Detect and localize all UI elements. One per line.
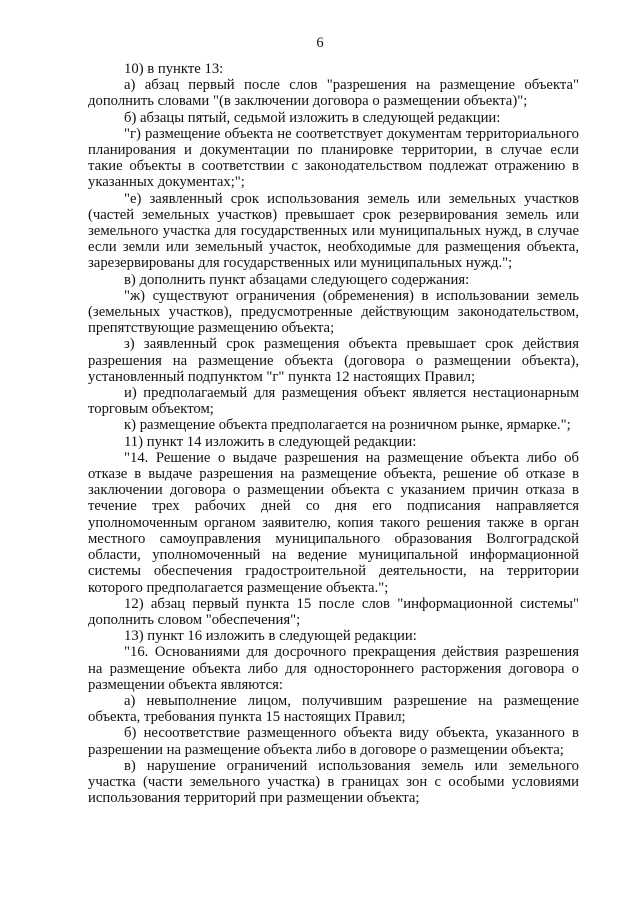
paragraph: и) предполагаемый для размещения объект является нестационарным торговым объектом; [88,385,579,418]
paragraph: 10) в пункте 13: [124,61,224,77]
paragraph: "г) размещение объекта не соответствует документам территориального планирования и документации по планировке территории, в случае если такие объекты в соответствии с законодательством подлежат отражению в указанных документах;"; [88,125,579,191]
paragraph: "ж) существуют ограничения (обременения) в использовании земель (земельных участков), предусмотренные действующим законодательством, препятствующие размещению объекта; [88,287,579,337]
paragraph: а) невыполнение лицом, получившим разрешение на размещение объекта, требования пункта 15 настоящих Правил; [88,692,579,726]
paragraph: "14. Решение о выдаче разрешения на размещение объекта либо об отказе в выдаче разрешения на размещение объекта, решение об отказе в заключении договора о размещении объекта с указанием причин отказа в течение трех рабочих дней со дня его подписания направляется уполномоченным органом заявителю, копия такого решения также в орган местного самоуправления муниципального образования Волгоградской области, уполномоченный на ведение муниципальной информационной системы обеспечения градостроительной деятельности, на территории которого предполагается размещение объекта."; [88,449,579,596]
paragraph: б) абзацы пятый, седьмой изложить в следующей редакции: [124,109,501,126]
paragraph: в) нарушение ограничений использования земель или земельного участка (части земельного участка) в границах зон с особыми условиями использования территорий при размещении объекта; [88,757,579,807]
page-number: 6 [316,35,324,51]
document-body [88,61,579,806]
paragraph: б) несоответствие размещенного объекта виду объекта, указанного в разрешении на размещение объекта либо в договоре о размещении объекта; [88,725,579,758]
paragraph: к) размещение объекта предполагается на розничном рынке, ярмарке."; [124,417,571,434]
paragraph: "16. Основаниями для досрочного прекращения действия разрешения на размещение объекта либо для одностороннего расторжения договора о размещении объекта являются: [88,644,579,693]
paragraph: 13) пункт 16 изложить в следующей редакции: [124,628,417,645]
paragraph: 12) абзац первый пункта 15 после слов "информационной системы" дополнить словом "обеспечения"; [88,595,579,628]
paragraph: а) абзац первый после слов "разрешения на размещение объекта" дополнить словами "(в заключении договора о размещении объекта)"; [88,77,579,110]
paragraph: в) дополнить пункт абзацами следующего содержания: [124,271,470,288]
paragraph: "е) заявленный срок использования земель или земельных участков (частей земельных участков) превышает срок резервирования земель или земельного участка для государственных или муниципальных нужд, в случае если земли или земельный участок, необходимые для размещения объекта, зарезервированы для государственных или муниципальных нужд."; [88,190,579,272]
paragraph: 11) пункт 14 изложить в следующей редакции: [124,433,417,450]
paragraph: з) заявленный срок размещения объекта превышает срок действия разрешения на размещение объекта (договора о размещении объекта), установленный подпунктом "г" пункта 12 настоящих Правил; [88,336,579,385]
